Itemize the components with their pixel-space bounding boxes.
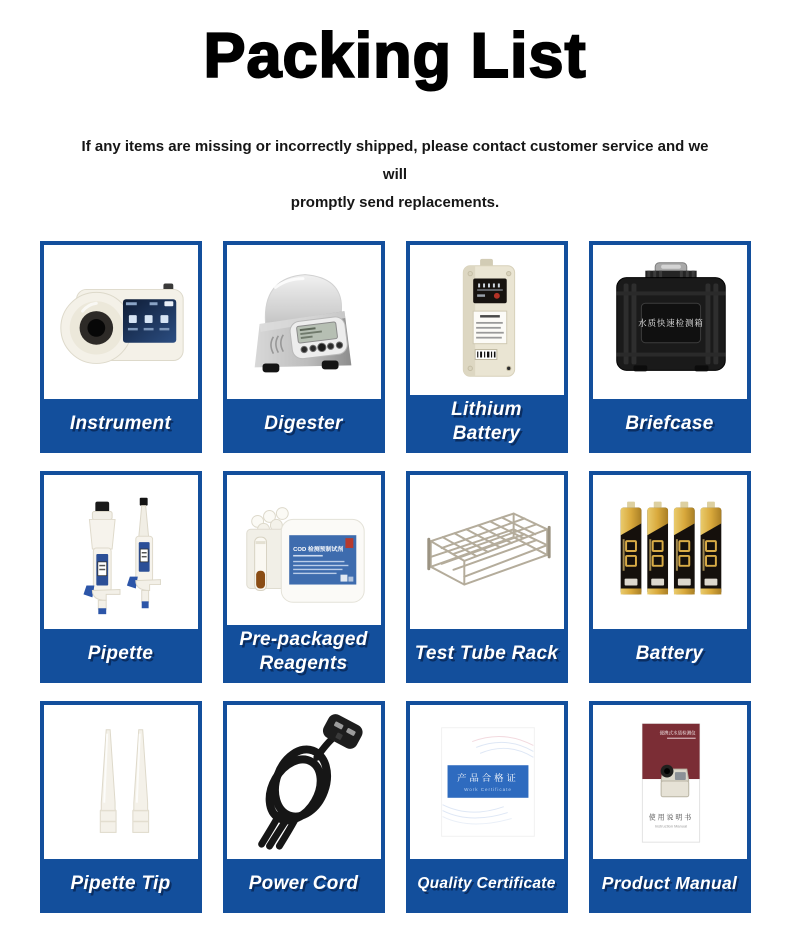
item-card-lithium-battery <box>406 241 568 453</box>
item-label-banner <box>410 395 564 449</box>
digester-photo <box>227 245 381 399</box>
item-label: Pipette <box>87 642 154 664</box>
item-label-banner <box>410 629 564 679</box>
pre-packaged-reagents-photo <box>227 475 381 626</box>
power-cord-image <box>230 708 378 856</box>
battery-image <box>596 478 744 626</box>
power-cord-photo <box>227 705 381 859</box>
item-label-banner <box>410 859 564 909</box>
pipette-tip-image <box>47 708 195 856</box>
item-label: Lithium Battery <box>451 399 522 444</box>
item-label: Battery <box>635 642 704 664</box>
item-label: Power Cord <box>248 872 359 894</box>
lithium-battery-image <box>413 246 561 394</box>
pre-packaged-reagents-image <box>230 476 378 624</box>
subtitle <box>75 133 715 216</box>
item-card-power-cord <box>223 701 385 913</box>
item-card-briefcase <box>589 241 751 453</box>
item-label: Pipette Tip <box>70 872 171 894</box>
item-label: Instrument <box>69 412 172 434</box>
briefcase-photo <box>593 245 747 399</box>
item-card-pipette-tip <box>40 701 202 913</box>
item-card-product-manual <box>589 701 751 913</box>
item-label-banner <box>227 859 381 909</box>
product-manual-image <box>596 708 744 856</box>
item-card-quality-certificate <box>406 701 568 913</box>
manual-cover-title-text: 便携式水质检测仪 <box>659 730 696 736</box>
test-tube-rack-photo <box>410 475 564 629</box>
item-label-banner <box>227 399 381 449</box>
item-label-banner <box>44 399 198 449</box>
item-label: Digester <box>264 412 343 434</box>
page-title: Packing List <box>203 21 587 91</box>
subtitle-line-1: If any items are missing or incorrectly shipped, please contact customer service and we will <box>81 138 709 184</box>
quality-certificate-photo <box>410 705 564 859</box>
item-card-pre-packaged-reagents <box>223 471 385 683</box>
item-label-banner <box>593 399 747 449</box>
briefcase-panel-text: 水质快速检测箱 <box>637 317 704 328</box>
test-tube-rack-image <box>413 478 561 626</box>
pipette-photo <box>44 475 198 629</box>
item-label: Quality Certificate <box>417 874 556 892</box>
pipette-tip-photo <box>44 705 198 859</box>
pipette-image <box>47 478 195 626</box>
item-card-instrument <box>40 241 202 453</box>
digester-image <box>230 248 378 396</box>
manual-back-title-text: 使用说明书 <box>648 814 693 822</box>
item-label-banner <box>227 625 381 679</box>
item-label: Pre-packaged Reagents <box>239 629 368 674</box>
certificate-title-text: 产品合格证 <box>456 772 519 783</box>
quality-certificate-image <box>413 708 561 856</box>
instrument-image <box>47 248 195 396</box>
item-card-digester <box>223 241 385 453</box>
item-label-banner <box>44 859 198 909</box>
battery-photo <box>593 475 747 629</box>
certificate-subtitle-text: Work Certificate <box>463 786 512 792</box>
item-card-test-tube-rack <box>406 471 568 683</box>
manual-back-subtitle-text: Instruction Manual <box>654 822 687 828</box>
item-label-banner <box>593 859 747 909</box>
product-manual-photo <box>593 705 747 859</box>
item-card-battery <box>589 471 751 683</box>
item-label: Test Tube Rack <box>414 642 559 664</box>
subtitle-line-2: promptly send replacements. <box>290 193 500 211</box>
instrument-photo <box>44 245 198 399</box>
reagent-box-title-text: COD 检测预制试剂 <box>292 546 343 553</box>
briefcase-image <box>596 248 744 396</box>
items-grid <box>40 241 751 913</box>
item-label-banner <box>44 629 198 679</box>
item-card-pipette <box>40 471 202 683</box>
lithium-battery-photo <box>410 245 564 396</box>
item-label-banner <box>593 629 747 679</box>
item-label: Briefcase <box>625 412 714 434</box>
item-label: Product Manual <box>601 872 738 893</box>
